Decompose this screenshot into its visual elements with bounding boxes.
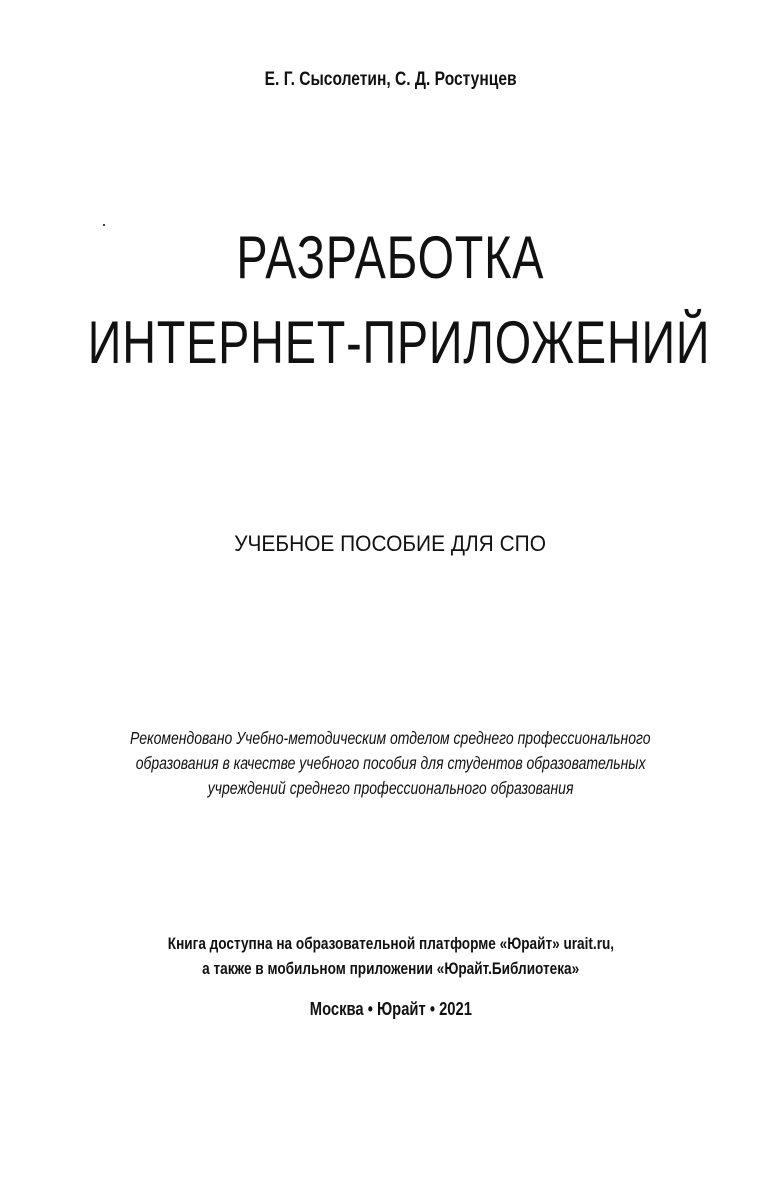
availability-line [0, 959, 781, 979]
recommendation-line [0, 728, 781, 749]
availability-line [0, 934, 781, 954]
subtitle [0, 531, 781, 557]
authors [0, 69, 781, 91]
availability-text: Книга доступна на образовательной платформе «Юрайт» urait.ru, [167, 934, 614, 953]
title-text: ИНТЕРНЕТ-ПРИЛОЖЕНИЙ [87, 309, 711, 376]
imprint-text: Москва • Юрайт • 2021 [309, 999, 472, 1019]
title-line-1 [0, 223, 781, 292]
recommendation-line [0, 753, 781, 774]
authors-text: Е. Г. Сысолетин, С. Д. Ростунцев [264, 69, 517, 90]
title-line-2 [0, 308, 781, 377]
recommendation-text: учреждений среднего профессионального образования [207, 778, 574, 798]
subtitle-text: УЧЕБНОЕ ПОСОБИЕ ДЛЯ СПО [234, 531, 547, 556]
availability-text: а также в мобильном приложении «Юрайт.Библиотека» [201, 959, 580, 978]
recommendation-text: Рекомендовано Учебно-методическим отделом среднего профессионального [130, 728, 651, 748]
recommendation-text: образования в качестве учебного пособия для студентов образовательных [135, 753, 646, 773]
imprint [0, 999, 781, 1020]
title-text: РАЗРАБОТКА [236, 224, 545, 291]
recommendation-line [0, 778, 781, 799]
